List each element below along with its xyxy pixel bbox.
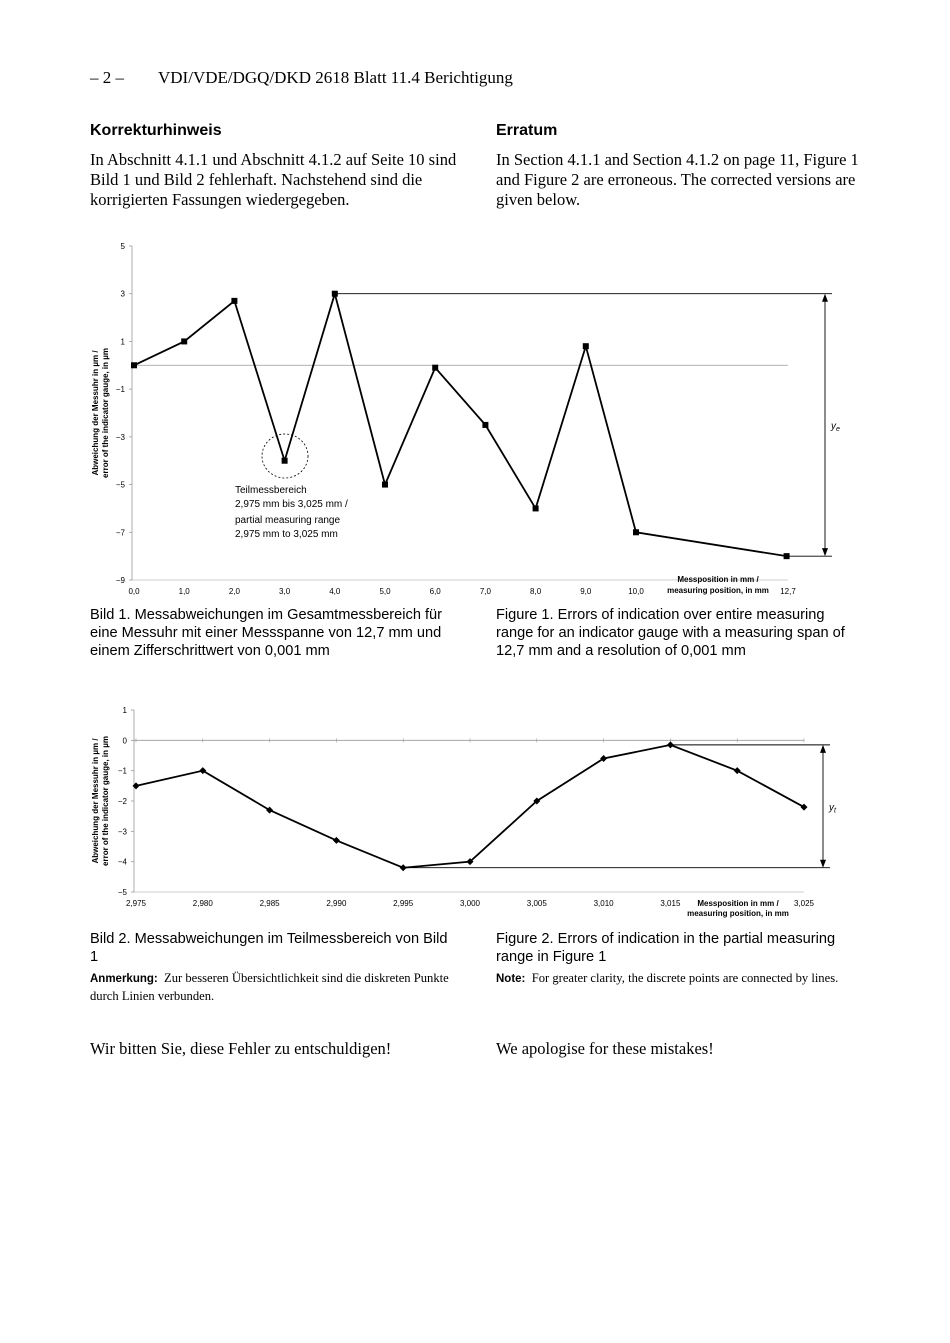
x-tick-label: 7,0: [479, 587, 491, 596]
annotation-line-1: Teilmessbereich: [235, 485, 307, 496]
figure-1-xlabel-2: measuring position, in mm: [667, 586, 769, 595]
x-tick-label: 2,990: [326, 899, 347, 908]
data-point: [131, 362, 137, 368]
x-tick-label: 2,980: [192, 899, 213, 908]
x-tick-label: 1,0: [178, 587, 190, 596]
span-arrowhead-top: [822, 294, 828, 302]
note-de-label: Anmerkung:: [90, 973, 158, 985]
data-point: [734, 767, 741, 774]
y-tick-label: 0: [122, 736, 127, 746]
x-tick-label: 8,0: [530, 587, 542, 596]
note-en: [496, 970, 862, 988]
data-point: [533, 505, 539, 511]
x-tick-label: 12,7: [780, 587, 796, 596]
left-heading: Korrekturhinweis: [90, 122, 222, 139]
y-tick-label: −3: [117, 827, 127, 837]
figure-1-annotation: [235, 434, 348, 540]
x-tick-label: 3,025: [793, 899, 815, 908]
left-intro: In Abschnitt 4.1.1 und Abschnitt 4.1.2 auf Seite 10 sind Bild 1 und Bild 2 fehlerhaft. Nachstehend sind die korrigierten Fassungen wiedergegeben.: [90, 150, 457, 209]
span-label: $y_e$: [831, 420, 840, 433]
figure-1-caption-en: Figure 1. Errors of indication over entire measuring range for an indicator gauge with a measuring span of 12,7 mm and a resolution of 0,001 mm: [496, 607, 845, 659]
data-point: [181, 338, 187, 344]
x-tick-label: 0,0: [128, 587, 140, 596]
y-tick-label: −9: [115, 576, 125, 585]
figure-2-xlabel-2: measuring position, in mm: [687, 909, 789, 918]
figure-1-caption-de: Bild 1. Messabweichungen im Gesamtmessbereich für eine Messuhr mit einer Messspanne von 12,7 mm und einem Zifferschrittwert von 0,001 mm: [90, 607, 443, 659]
x-tick-label: 3,015: [660, 899, 681, 908]
document-title: VDI/VDE/DGQ/DKD 2618 Blatt 11.4 Berichtigung: [158, 68, 513, 87]
y-tick-label: −1: [115, 385, 125, 395]
note-en-label: Note:: [496, 973, 526, 985]
data-point: [482, 422, 488, 428]
y-tick-label: −1: [117, 766, 127, 776]
figure-2-xlabel-1: Messposition in mm /: [697, 899, 779, 908]
x-tick-label: 2,995: [393, 899, 414, 908]
closing-en: We apologise for these mistakes!: [496, 1039, 714, 1058]
data-point: [282, 458, 288, 464]
series-line: [136, 745, 804, 868]
note-de-text: Zur besseren Übersichtlichkeit sind die diskreten Punkte durch Linien verbunden.: [90, 971, 449, 1003]
x-tick-label: 2,975: [125, 899, 147, 908]
x-tick-label: 5,0: [379, 587, 391, 596]
data-point: [333, 837, 340, 844]
right-intro: In Section 4.1.1 and Section 4.1.2 on page 11, Figure 1 and Figure 2 are erroneous. The corrected versions are given below.: [496, 150, 859, 209]
annotation-line-2: 2,975 mm bis 3,025 mm /: [235, 499, 348, 510]
figure-2-ylabel-2: error of the indicator gauge, in µm: [101, 736, 110, 866]
x-tick-label: 4,0: [329, 587, 341, 596]
data-point: [583, 343, 589, 349]
figure-1-ylabel-2: error of the indicator gauge, in µm: [101, 348, 110, 478]
annotation-line-4: 2,975 mm to 3,025 mm: [235, 529, 338, 540]
note-de: [90, 970, 458, 1005]
figure-2-caption-en: Figure 2. Errors of indication in the partial measuring range in Figure 1: [496, 931, 836, 965]
y-tick-label: 5: [120, 242, 125, 251]
x-tick-label: 3,0: [279, 587, 291, 596]
y-tick-label: −4: [117, 857, 127, 867]
series-line: [134, 294, 787, 556]
figure-1-chart: [80, 232, 870, 602]
x-tick-label: 2,0: [228, 587, 240, 596]
x-tick-label: 3,005: [526, 899, 547, 908]
figure-1-ylabel-1: Abweichung der Messuhr in µm /: [91, 350, 100, 476]
x-tick-label: 10,0: [628, 587, 644, 596]
x-tick-label: 3,010: [593, 899, 614, 908]
data-point: [133, 782, 140, 789]
y-tick-label: 3: [120, 289, 125, 299]
y-tick-label: 1: [122, 706, 127, 715]
span-label-sub: t: [834, 807, 836, 815]
annotation-line-3: partial measuring range: [235, 515, 341, 526]
y-tick-label: 1: [120, 337, 125, 347]
x-tick-label: 6,0: [429, 587, 441, 596]
figure-1-xlabel-1: Messposition in mm /: [677, 575, 759, 584]
figure-2-chart: [80, 698, 870, 920]
y-tick-label: −2: [117, 797, 127, 806]
data-point: [801, 804, 808, 811]
span-arrowhead-bottom: [820, 860, 826, 868]
y-tick-label: −5: [115, 480, 125, 490]
y-tick-label: −3: [115, 432, 125, 442]
figure-2-caption-de: Bild 2. Messabweichungen im Teilmessbereich von Bild 1: [90, 931, 448, 965]
right-heading: Erratum: [496, 122, 558, 139]
page-number: – 2 –: [90, 68, 124, 87]
figure-2-ylabel-1: Abweichung der Messuhr in µm /: [91, 738, 100, 864]
x-tick-label: 3,000: [459, 899, 481, 908]
x-tick-label: 2,985: [259, 899, 280, 908]
data-point: [432, 365, 438, 371]
span-arrowhead-bottom: [822, 548, 828, 556]
y-tick-label: −7: [115, 528, 125, 538]
closing-de: Wir bitten Sie, diese Fehler zu entschuldigen!: [90, 1039, 392, 1058]
note-en-text: For greater clarity, the discrete points are connected by lines.: [531, 971, 839, 985]
running-header: [90, 68, 513, 88]
y-tick-label: −5: [117, 888, 127, 897]
data-point: [633, 529, 639, 535]
span-label: $y_t$: [829, 802, 836, 815]
data-point: [231, 298, 237, 304]
span-label-sub: e: [836, 425, 840, 433]
x-tick-label: 9,0: [580, 587, 592, 596]
data-point: [382, 482, 388, 488]
span-arrowhead-top: [820, 745, 826, 753]
annotation-ellipse: [262, 434, 308, 478]
